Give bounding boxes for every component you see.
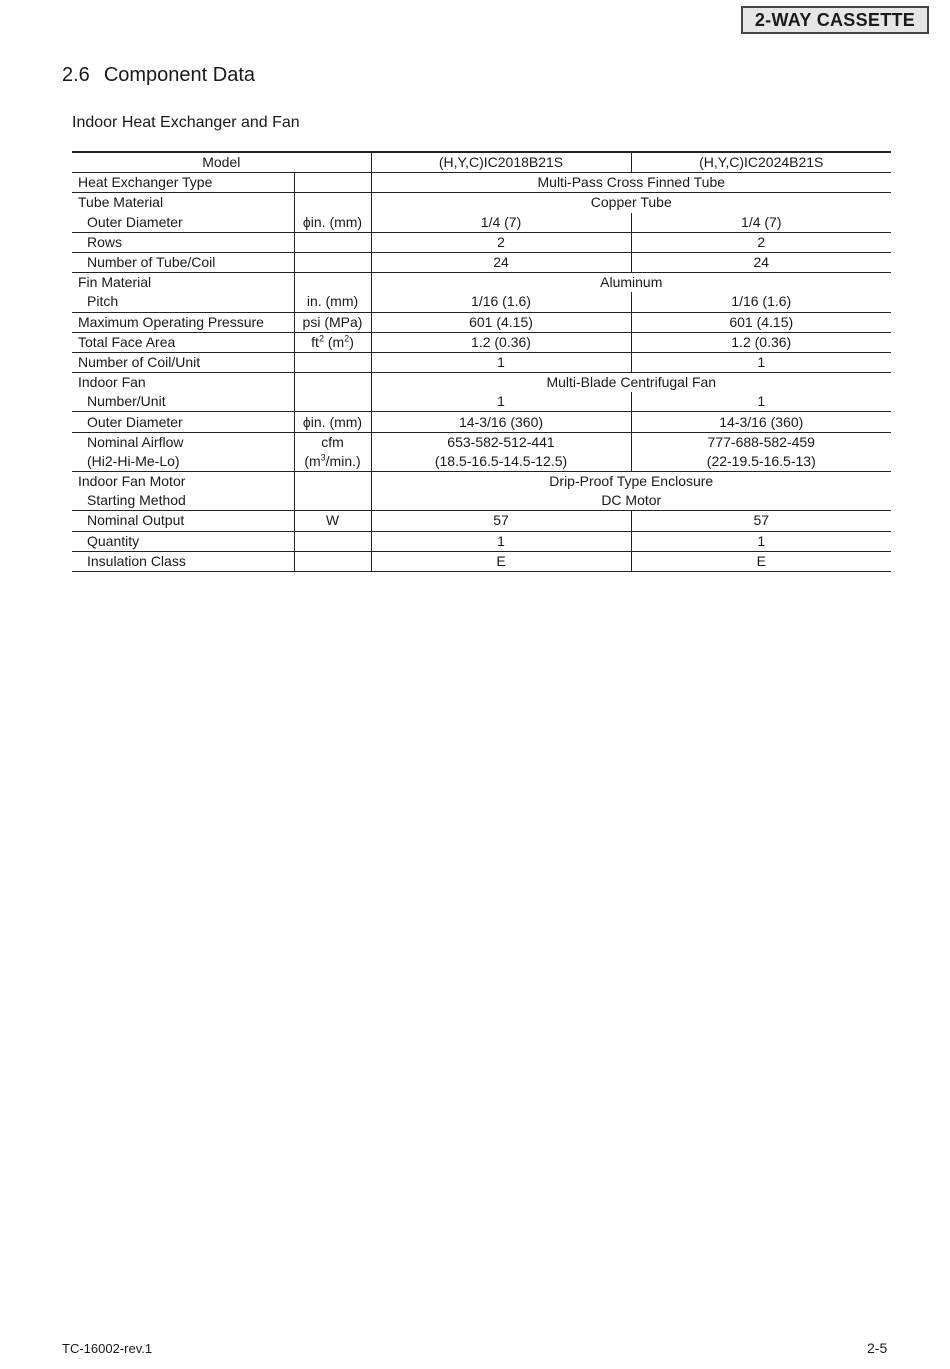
- row-value-span: Aluminum: [371, 273, 891, 293]
- table-row: [72, 332, 891, 352]
- row-label: Insulation Class: [72, 551, 294, 571]
- table-row: [72, 352, 891, 372]
- row-unit: [294, 551, 371, 571]
- row-unit-text: in. (mm): [310, 413, 363, 430]
- row-value-1: 1: [371, 352, 631, 372]
- row-value-2: 2: [631, 232, 891, 252]
- table-row: [72, 472, 891, 492]
- row-label: Outer Diameter: [72, 412, 294, 432]
- row-label: Quantity: [72, 531, 294, 551]
- row-value-2: 1/4 (7): [741, 213, 782, 230]
- unit-part: /min.): [325, 452, 361, 469]
- table-row: [72, 312, 891, 332]
- unit-part: (m: [304, 452, 321, 469]
- row-unit: [294, 232, 371, 252]
- unit-part: (m: [323, 333, 345, 350]
- row-value-2: E: [631, 551, 891, 571]
- phi-symbol: ϕ: [302, 413, 311, 430]
- row-unit: W: [294, 511, 371, 531]
- table-row: [72, 392, 891, 412]
- section-badge: 2-WAY CASSETTE: [741, 6, 929, 34]
- table-header-row: [72, 152, 891, 173]
- row-value-1: 1: [371, 392, 631, 412]
- row-value-1: 601 (4.15): [371, 312, 631, 332]
- row-unit: [294, 352, 371, 372]
- section-title-text: Component Data: [103, 64, 256, 86]
- row-label: Rows: [72, 232, 294, 252]
- row-label: Pitch: [72, 292, 294, 312]
- row-value-1: 1/4 (7): [371, 213, 631, 233]
- row-unit: [294, 491, 371, 511]
- header-model-label: Model: [72, 152, 371, 173]
- row-label: Tube Material: [72, 193, 294, 213]
- row-value-2: 14-3/16 (360): [631, 412, 891, 432]
- row-value-2: 601 (4.15): [631, 312, 891, 332]
- row-unit: [294, 472, 371, 492]
- table-row: [72, 273, 891, 293]
- row-label: (Hi2-Hi-Me-Lo): [72, 452, 294, 472]
- component-data-table: [72, 151, 891, 572]
- phi-symbol: ϕ: [302, 213, 311, 230]
- row-unit-text: in. (mm): [310, 213, 363, 230]
- row-label: Outer Diameter: [72, 213, 294, 233]
- unit-part: ): [349, 333, 354, 350]
- row-value-2: 1: [631, 531, 891, 551]
- table-row: [72, 412, 891, 432]
- table-row: [72, 452, 891, 472]
- row-unit: psi (MPa): [294, 312, 371, 332]
- unit-sup: 2: [318, 333, 324, 344]
- row-label: Number of Tube/Coil: [72, 252, 294, 272]
- row-value-1: E: [371, 551, 631, 571]
- row-value-2: 57: [631, 511, 891, 531]
- table-row: [72, 193, 891, 213]
- row-value-1: 57: [371, 511, 631, 531]
- row-value-span: Drip-Proof Type Enclosure: [371, 472, 891, 492]
- row-unit: [294, 452, 371, 472]
- row-label: Maximum Operating Pressure: [72, 312, 294, 332]
- row-unit: [294, 531, 371, 551]
- table-row: [72, 373, 891, 393]
- row-label: Starting Method: [72, 491, 294, 511]
- row-label: Number/Unit: [72, 392, 294, 412]
- row-value-span: Multi-Pass Cross Finned Tube: [371, 173, 891, 193]
- row-value-2: 1: [757, 393, 766, 410]
- row-label: Total Face Area: [72, 332, 294, 352]
- unit-sup: 3: [320, 452, 326, 463]
- row-label: Fin Material: [72, 273, 294, 293]
- section-number: 2.6: [62, 64, 90, 86]
- table-row: [72, 213, 891, 233]
- row-value-1: 24: [371, 252, 631, 272]
- header-model-2: (H,Y,C)IC2024B21S: [631, 152, 891, 173]
- row-value-1: 2: [371, 232, 631, 252]
- table-subtitle: Indoor Heat Exchanger and Fan: [72, 114, 300, 131]
- row-unit: cfm: [294, 432, 371, 452]
- row-value-2: 24: [631, 252, 891, 272]
- table-row: [72, 531, 891, 551]
- footer-doc-id: TC-16002-rev.1: [62, 1341, 153, 1356]
- row-value-1: 14-3/16 (360): [371, 412, 631, 432]
- row-unit: [294, 173, 371, 193]
- row-unit: [294, 252, 371, 272]
- row-unit: [294, 273, 371, 293]
- row-value-span: Copper Tube: [371, 193, 891, 213]
- row-value-span: Multi-Blade Centrifugal Fan: [371, 373, 891, 393]
- table-row: [72, 511, 891, 531]
- row-label: Number of Coil/Unit: [72, 352, 294, 372]
- row-value-1: 653-582-512-441: [371, 432, 631, 452]
- table-row: [72, 292, 891, 312]
- row-unit: [294, 193, 371, 213]
- row-unit: [294, 412, 371, 432]
- table-row: [72, 491, 891, 511]
- unit-part: ft: [311, 333, 319, 350]
- unit-sup: 2: [344, 333, 350, 344]
- footer-page-number: 2-5: [867, 1340, 888, 1356]
- row-unit: [294, 332, 371, 352]
- row-value-1: 1/16 (1.6): [371, 292, 631, 312]
- row-label: Nominal Output: [72, 511, 294, 531]
- row-value-2: 777-688-582-459: [631, 432, 891, 452]
- row-label: Nominal Airflow: [72, 432, 294, 452]
- row-value-2: 1/16 (1.6): [731, 293, 792, 310]
- row-value-2: (22-19.5-16.5-13): [706, 452, 816, 469]
- row-unit: [294, 392, 371, 412]
- section-title: [62, 64, 255, 87]
- table-row: [72, 173, 891, 193]
- row-label: Heat Exchanger Type: [72, 173, 294, 193]
- row-value-span: DC Motor: [601, 492, 662, 509]
- row-value-1: 1.2 (0.36): [371, 332, 631, 352]
- table-row: [72, 432, 891, 452]
- header-model-1: (H,Y,C)IC2018B21S: [371, 152, 631, 173]
- table-row: [72, 551, 891, 571]
- row-value-1: 1: [371, 531, 631, 551]
- row-label: Indoor Fan: [72, 373, 294, 393]
- table-row: [72, 232, 891, 252]
- row-unit: [294, 213, 371, 233]
- row-unit: [294, 373, 371, 393]
- row-label: Indoor Fan Motor: [72, 472, 294, 492]
- row-unit: in. (mm): [294, 292, 371, 312]
- table-row: [72, 252, 891, 272]
- row-value-2: 1: [631, 352, 891, 372]
- row-value-2: 1.2 (0.36): [631, 332, 891, 352]
- row-value-1: (18.5-16.5-14.5-12.5): [371, 452, 631, 472]
